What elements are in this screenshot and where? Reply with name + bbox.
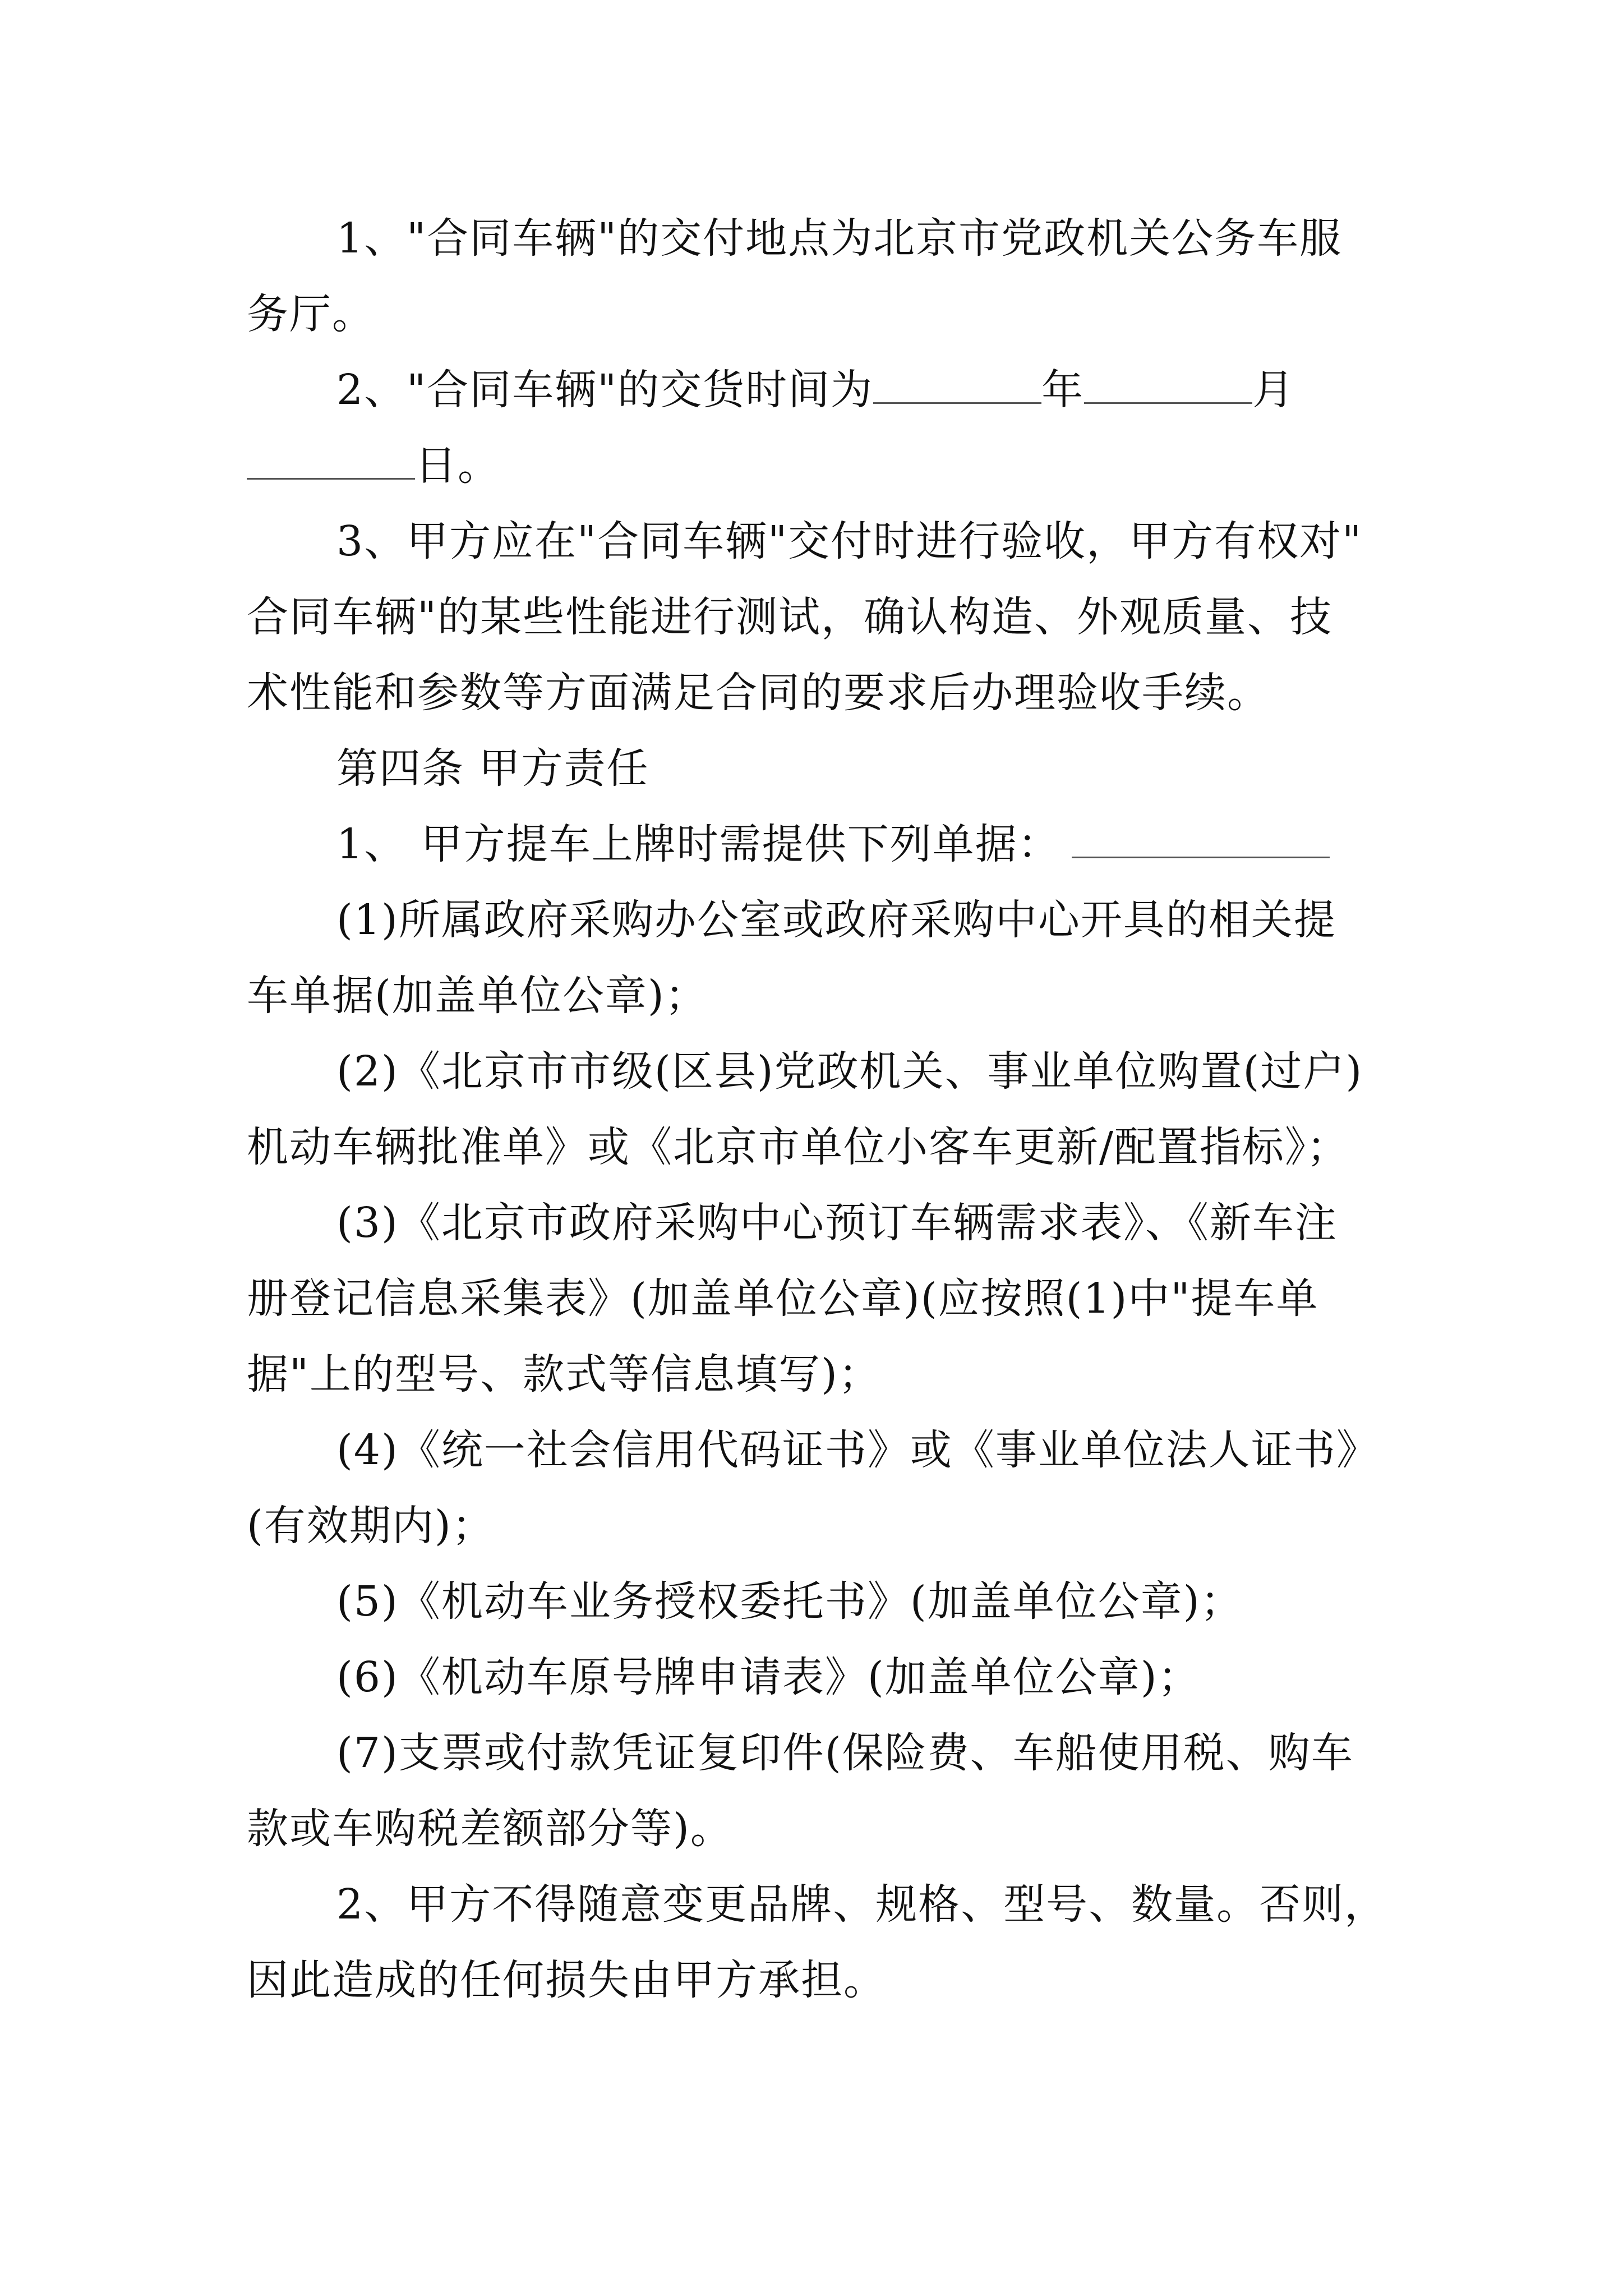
sub2-line2: 机动车辆批准单》或《北京市单位小客车更新/配置指标》； bbox=[247, 1123, 1349, 1171]
sub1-line2: 车单据(加盖单位公章)； bbox=[247, 972, 708, 1020]
sub2-line1: (2)《北京市市级(区县)党政机关、事业单位购置(过户) bbox=[336, 1047, 1363, 1096]
month-label: 月 bbox=[1252, 366, 1295, 414]
year-blank[interactable] bbox=[873, 367, 1041, 404]
sub7-line2: 款或车购税差额部分等)。 bbox=[247, 1805, 733, 1853]
year-label: 年 bbox=[1041, 366, 1085, 414]
sub4-line1: (4)《统一社会信用代码证书》或《事业单位法人证书》 bbox=[336, 1426, 1379, 1474]
sub1-line1: (1)所属政府采购办公室或政府采购中心开具的相关提 bbox=[336, 896, 1336, 944]
sub5-line1: (5)《机动车业务授权委托书》(加盖单位公章)； bbox=[336, 1577, 1243, 1626]
a4-item2-line1: 2、甲方不得随意变更品牌、规格、型号、数量。否则， bbox=[336, 1880, 1387, 1929]
month-blank[interactable] bbox=[1084, 367, 1252, 404]
item2-line2 bbox=[247, 438, 500, 494]
sub4-line2: (有效期内)； bbox=[247, 1502, 495, 1550]
sub3-line2: 册登记信息采集表》(加盖单位公章)(应按照(1)中"提车单 bbox=[247, 1274, 1319, 1323]
a4-item1-text: 1、 甲方提车上牌时需提供下列单据： bbox=[336, 820, 1061, 868]
item2-line1 bbox=[336, 362, 1295, 418]
item1-line2: 务厅。 bbox=[247, 290, 375, 338]
day-label: 日。 bbox=[415, 441, 500, 490]
item1-line1: 1、"合同车辆"的交付地点为北京市党政机关公务车服 bbox=[336, 214, 1343, 263]
sub3-line3: 据"上的型号、款式等信息填写)； bbox=[247, 1350, 881, 1398]
item2-prefix: 2、"合同车辆"的交货时间为 bbox=[336, 366, 874, 414]
sub7-line1: (7)支票或付款凭证复印件(保险费、车船使用税、购车 bbox=[336, 1729, 1354, 1777]
item3-line3: 术性能和参数等方面满足合同的要求后办理验收手续。 bbox=[247, 669, 1270, 717]
item3-line2: 合同车辆"的某些性能进行测试，确认构造、外观质量、技 bbox=[247, 593, 1333, 641]
a4-item1-line bbox=[336, 816, 1330, 872]
article4-heading: 第四条 甲方责任 bbox=[336, 744, 649, 793]
sub3-line1: (3)《北京市政府采购中心预订车辆需求表》、《新车注 bbox=[336, 1199, 1338, 1247]
day-blank[interactable] bbox=[247, 443, 415, 480]
item3-line1: 3、甲方应在"合同车辆"交付时进行验收，甲方有权对" bbox=[336, 517, 1363, 565]
documents-blank[interactable] bbox=[1072, 822, 1330, 858]
sub6-line1: (6)《机动车原号牌申请表》(加盖单位公章)； bbox=[336, 1653, 1201, 1701]
a4-item2-line2: 因此造成的任何损失由甲方承担。 bbox=[247, 1956, 886, 2004]
